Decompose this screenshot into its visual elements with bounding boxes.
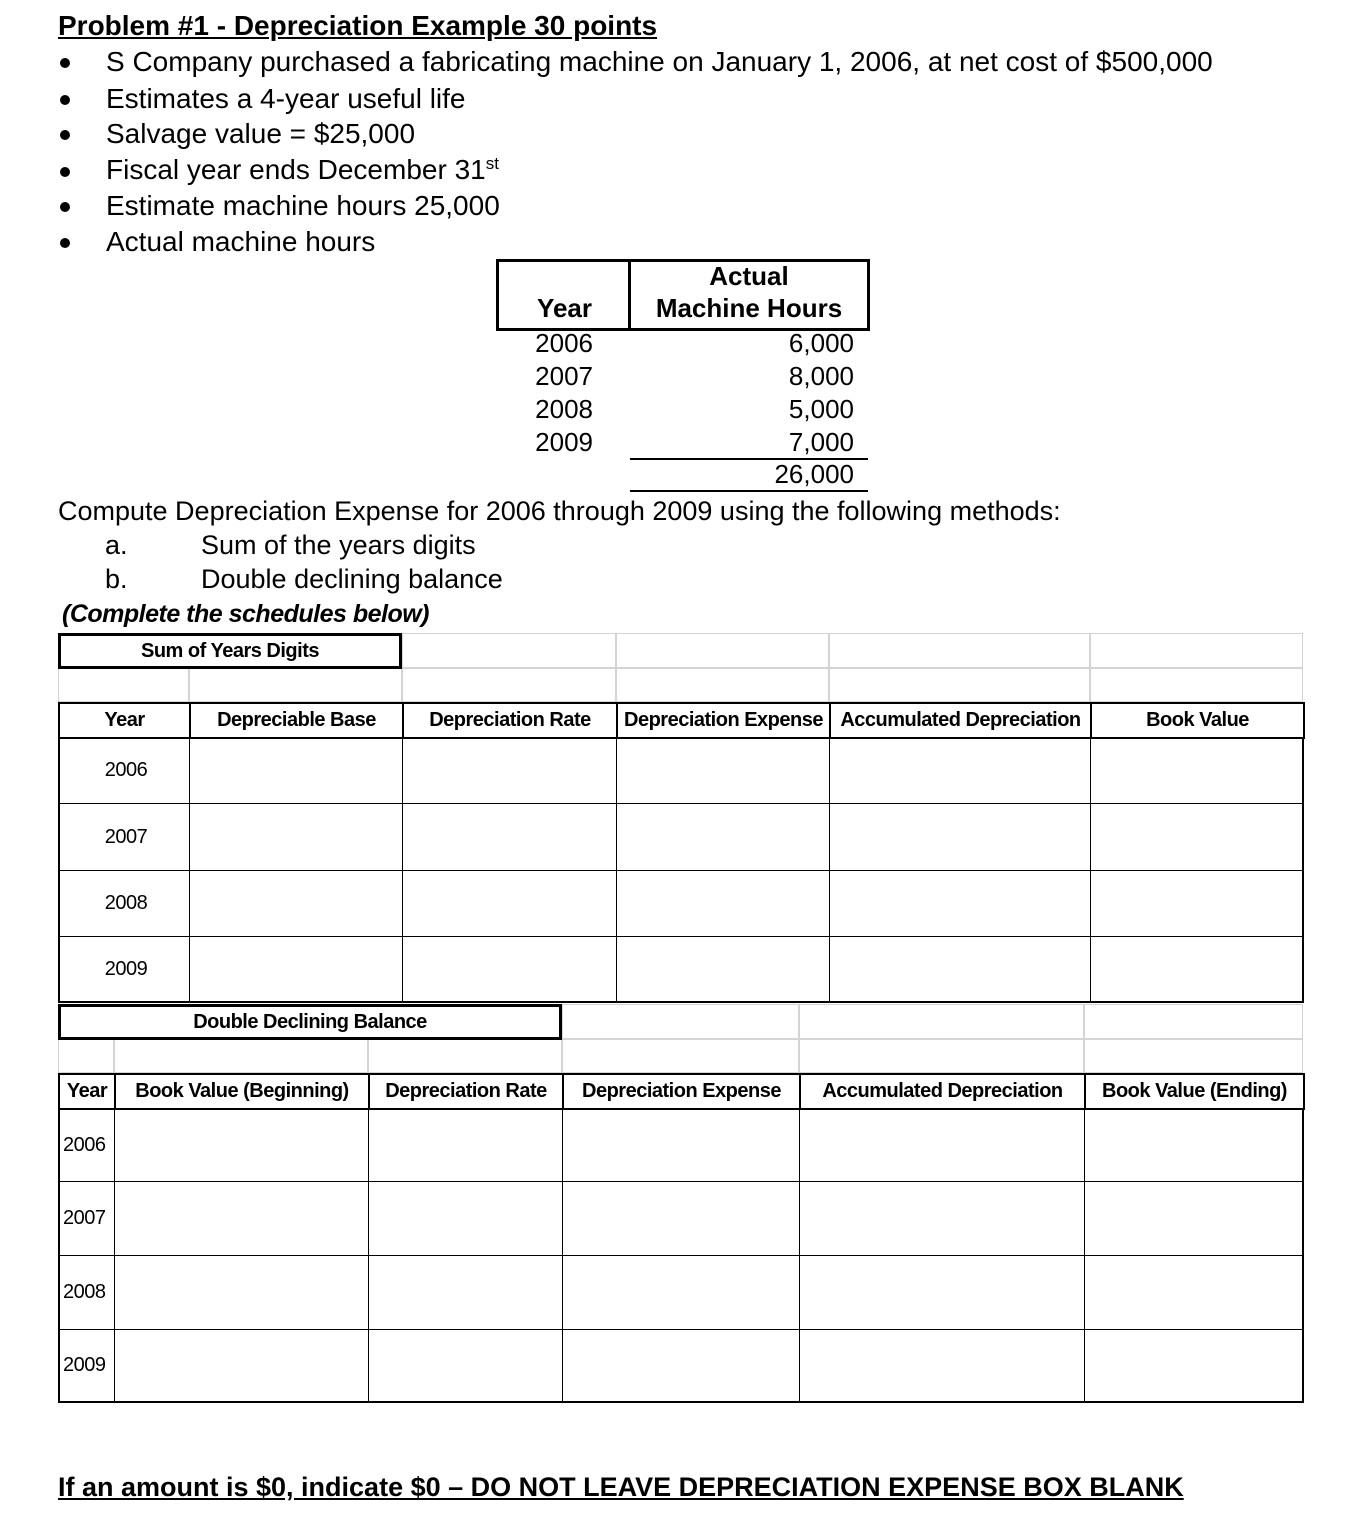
header-hours-line1: Actual <box>709 261 789 291</box>
answer-cell[interactable] <box>1084 1181 1304 1256</box>
column-header: Depreciation Rate <box>402 702 618 739</box>
column-header: Depreciation Expense <box>616 702 831 739</box>
answer-cell[interactable] <box>189 936 403 1003</box>
answer-cell[interactable] <box>114 1108 369 1182</box>
answer-cell[interactable] <box>616 936 830 1003</box>
problem-title: Problem #1 - Depreciation Example 30 points <box>58 10 658 41</box>
grid-cell <box>799 1039 1084 1073</box>
answer-cell[interactable] <box>616 870 830 937</box>
bullet-item: Estimate machine hours 25,000 <box>106 190 500 221</box>
bullet-icon <box>60 202 70 212</box>
grid-cell <box>189 668 402 702</box>
answer-cell[interactable] <box>562 1108 800 1182</box>
answer-cell[interactable] <box>799 1108 1085 1182</box>
grid-cell <box>1084 1039 1303 1073</box>
grid-cell <box>829 633 1090 668</box>
answer-cell[interactable] <box>562 1181 800 1256</box>
row-year: 2009 <box>58 936 190 1003</box>
superscript: st <box>485 154 499 173</box>
answer-cell[interactable] <box>1084 1329 1304 1403</box>
column-header: Depreciation Expense <box>562 1073 801 1110</box>
answer-cell[interactable] <box>189 870 403 937</box>
answer-cell[interactable] <box>799 1329 1085 1403</box>
row-year: 2006 <box>58 1108 115 1182</box>
grid-cell <box>829 668 1090 702</box>
answer-cell[interactable] <box>1084 1108 1304 1182</box>
hours-row-year: 2006 <box>535 328 593 358</box>
footer-instruction: If an amount is $0, indicate $0 – DO NOT LEAVE DEPRECIATION EXPENSE BOX BLANK <box>58 1472 1184 1502</box>
answer-cell[interactable] <box>799 1255 1085 1330</box>
answer-cell[interactable] <box>114 1255 369 1330</box>
hours-row-value: 6,000 <box>788 328 854 358</box>
hours-row-year: 2009 <box>535 427 593 457</box>
answer-cell[interactable] <box>1090 803 1304 871</box>
grid-cell <box>1084 1004 1303 1039</box>
answer-cell[interactable] <box>114 1181 369 1256</box>
schedule-title: Sum of Years Digits <box>58 633 402 669</box>
answer-cell[interactable] <box>616 803 830 871</box>
column-header: Accumulated Depreciation <box>799 1073 1086 1110</box>
answer-cell[interactable] <box>616 737 830 804</box>
hours-row-value: 7,000 <box>788 427 854 457</box>
answer-cell[interactable] <box>562 1329 800 1403</box>
bullet-item <box>106 154 499 186</box>
header-year: Year <box>537 293 592 323</box>
grid-cell <box>562 1039 799 1073</box>
answer-cell[interactable] <box>402 737 617 804</box>
column-header: Accumulated Depreciation <box>829 702 1092 739</box>
answer-cell[interactable] <box>402 870 617 937</box>
bullet-text: Fiscal year ends December 31 <box>106 154 486 185</box>
method-label: Double declining balance <box>201 564 503 594</box>
row-year: 2007 <box>58 1181 115 1256</box>
grid-cell <box>799 1004 1084 1039</box>
answer-cell[interactable] <box>114 1329 369 1403</box>
method-label: Sum of the years digits <box>201 530 476 560</box>
total-hours: 26,000 <box>774 459 854 489</box>
answer-cell[interactable] <box>368 1108 563 1182</box>
grid-cell <box>616 668 829 702</box>
bullet-item: Estimates a 4-year useful life <box>106 83 466 114</box>
bullet-icon <box>60 167 70 177</box>
bullet-icon <box>60 58 70 68</box>
schedule-note: (Complete the schedules below) <box>62 600 430 628</box>
grid-cell <box>368 1039 562 1073</box>
bullet-item: Actual machine hours <box>106 226 376 257</box>
bullet-item: Salvage value = $25,000 <box>106 118 416 149</box>
column-header: Book Value <box>1090 702 1305 739</box>
answer-cell[interactable] <box>829 803 1091 871</box>
answer-cell[interactable] <box>829 936 1091 1003</box>
answer-cell[interactable] <box>368 1255 563 1330</box>
grid-cell <box>1090 668 1303 702</box>
hours-row-value: 5,000 <box>788 394 854 424</box>
answer-cell[interactable] <box>829 870 1091 937</box>
bullet-icon <box>60 238 70 248</box>
grid-cell <box>616 633 829 668</box>
row-year: 2009 <box>58 1329 115 1403</box>
answer-cell[interactable] <box>189 803 403 871</box>
row-year: 2006 <box>58 737 190 804</box>
method-letter: a. <box>105 530 128 560</box>
total-line <box>630 490 868 492</box>
column-header: Book Value (Ending) <box>1084 1073 1305 1110</box>
row-year: 2007 <box>58 803 190 871</box>
header-hours-line2: Machine Hours <box>655 293 843 323</box>
answer-cell[interactable] <box>189 737 403 804</box>
hours-row-year: 2008 <box>535 394 593 424</box>
answer-cell[interactable] <box>402 803 617 871</box>
answer-cell[interactable] <box>1090 936 1304 1003</box>
column-header: Year <box>58 1073 116 1110</box>
answer-cell[interactable] <box>829 737 1091 804</box>
column-header: Depreciation Rate <box>368 1073 564 1110</box>
instructions-prompt: Compute Depreciation Expense for 2006 through 2009 using the following methods: <box>58 496 1061 526</box>
answer-cell[interactable] <box>1090 870 1304 937</box>
method-letter: b. <box>105 564 128 594</box>
grid-cell <box>1090 633 1303 668</box>
schedule-title: Double Declining Balance <box>58 1004 562 1040</box>
bullet-item: S Company purchased a fabricating machine on January 1, 2006, at net cost of $500,000 <box>106 46 1213 77</box>
grid-cell <box>562 1004 799 1039</box>
column-header: Depreciable Base <box>189 702 404 739</box>
grid-cell <box>114 1039 368 1073</box>
hours-row-year: 2007 <box>535 361 593 391</box>
bullet-icon <box>60 95 70 105</box>
column-header: Year <box>58 702 191 739</box>
row-year: 2008 <box>58 870 190 937</box>
row-year: 2008 <box>58 1255 115 1330</box>
bullet-icon <box>60 130 70 140</box>
answer-cell[interactable] <box>368 1329 563 1403</box>
answer-cell[interactable] <box>1084 1255 1304 1330</box>
answer-cell[interactable] <box>562 1255 800 1330</box>
answer-cell[interactable] <box>368 1181 563 1256</box>
grid-cell <box>402 633 616 668</box>
answer-cell[interactable] <box>799 1181 1085 1256</box>
answer-cell[interactable] <box>1090 737 1304 804</box>
grid-cell <box>58 1039 114 1073</box>
column-header: Book Value (Beginning) <box>114 1073 370 1110</box>
grid-cell <box>402 668 616 702</box>
grid-cell <box>58 668 189 702</box>
hours-row-value: 8,000 <box>788 361 854 391</box>
answer-cell[interactable] <box>402 936 617 1003</box>
